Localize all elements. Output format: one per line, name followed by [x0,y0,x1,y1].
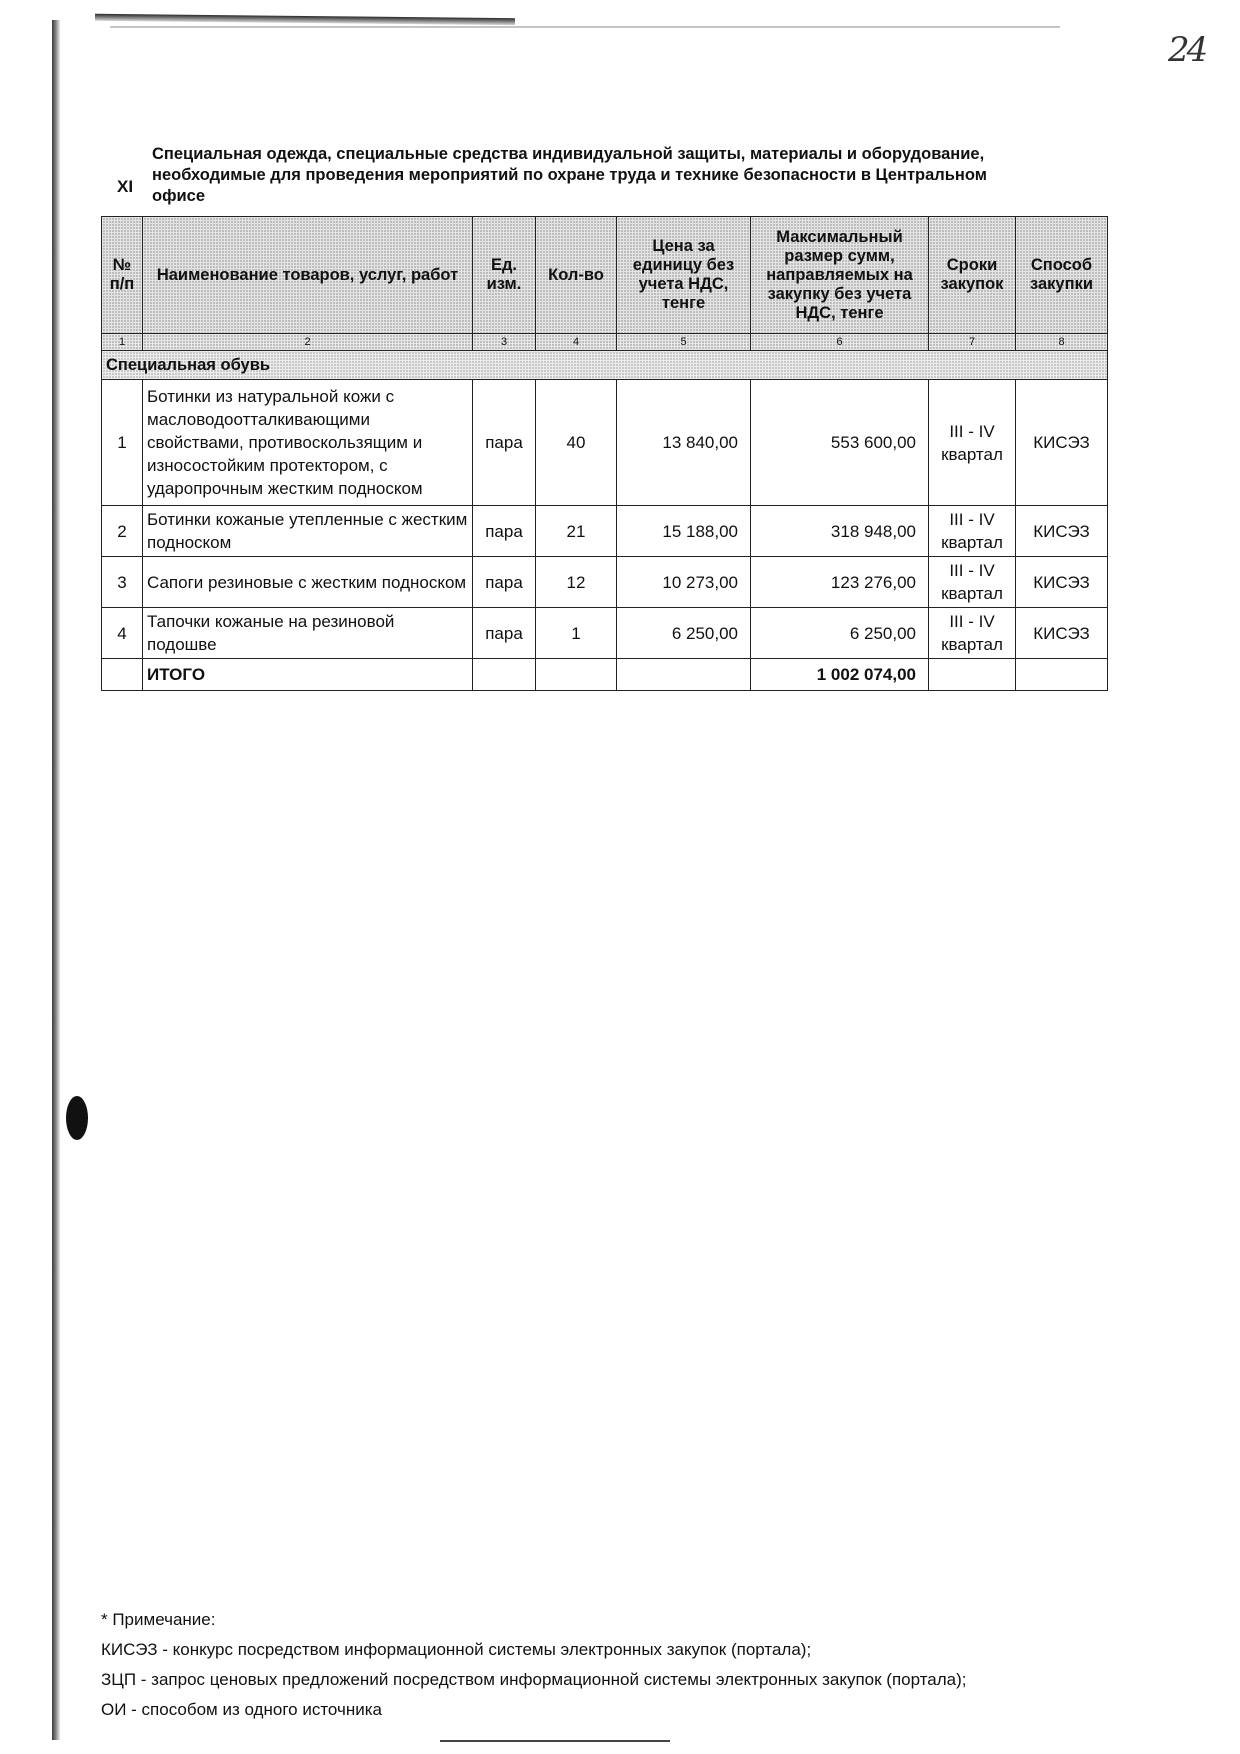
column-number: 6 [751,334,929,351]
header-cell-no: № п/п [102,217,143,334]
footnote-line: КИСЭЗ - конкурс посредством информационной системы электронных закупок (портала); [101,1640,812,1659]
cell-method: КИСЭЗ [1016,380,1108,506]
header-cell-price: Цена за единицу без учета НДС, тенге [617,217,751,334]
category-row [102,351,1108,380]
footnote-line: ОИ - способом из одного источника [101,1700,382,1719]
cell-price: 10 273,00 [617,557,751,608]
cell-period [929,557,1016,608]
header-cell-unit: Ед. изм. [473,217,536,334]
cell-empty [1016,659,1108,691]
period-unit: квартал [941,584,1003,603]
cell-qty: 40 [536,380,617,506]
cell-total: 553 600,00 [751,380,929,506]
header-cell-period: Сроки закупок [929,217,1016,334]
period-range: III - IV [949,561,995,580]
procurement-table [101,216,1108,691]
cell-period [929,380,1016,506]
cell-name: Ботинки кожаные утепленные с жестким подноском [143,506,473,557]
header-cell-total: Максимальный размер сумм, направляемых на закупку без учета НДС, тенге [751,217,929,334]
cell-unit: пара [473,506,536,557]
cell-method: КИСЭЗ [1016,608,1108,659]
column-number: 2 [143,334,473,351]
period-range: III - IV [949,510,995,529]
footnote-heading: * Примечание: [101,1610,216,1629]
column-number: 3 [473,334,536,351]
cell-method: КИСЭЗ [1016,557,1108,608]
cell-name: Тапочки кожаные на резиновой подошве [143,608,473,659]
cell-qty: 12 [536,557,617,608]
cell-empty [473,659,536,691]
cell-empty [536,659,617,691]
cell-name: Ботинки из натуральной кожи с масловодоотталкивающими свойствами, противоскользящим и износостойким протектором, с ударопрочным жестким подноском [143,380,473,506]
table-header-row [102,217,1108,334]
scan-edge-top-line [110,26,1060,28]
cell-no: 3 [102,557,143,608]
cell-method: КИСЭЗ [1016,506,1108,557]
cell-unit: пара [473,557,536,608]
column-number: 8 [1016,334,1108,351]
cell-period [929,506,1016,557]
table-row [102,557,1108,608]
punch-hole [66,1096,88,1140]
header-cell-name: Наименование товаров, услуг, работ [143,217,473,334]
section-title: Специальная одежда, специальные средства индивидуальной защиты, материалы и оборудование, необходимые для проведения мероприятий по охране труда и технике безопасности в Центральном офисе [152,145,987,205]
total-label: ИТОГО [143,659,473,691]
cell-price: 15 188,00 [617,506,751,557]
cell-total: 6 250,00 [751,608,929,659]
cell-unit: пара [473,380,536,506]
column-number: 5 [617,334,751,351]
footnote-line: ЗЦП - запрос ценовых предложений посредством информационной системы электронных закупок (портала); [101,1670,967,1689]
column-number: 1 [102,334,143,351]
period-unit: квартал [941,635,1003,654]
cell-price: 6 250,00 [617,608,751,659]
cell-total: 123 276,00 [751,557,929,608]
table-row [102,506,1108,557]
cell-no: 1 [102,380,143,506]
header-cell-qty: Кол-во [536,217,617,334]
cell-empty [929,659,1016,691]
header-cell-method: Способ закупки [1016,217,1108,334]
cell-price: 13 840,00 [617,380,751,506]
scan-edge-left [52,20,60,1740]
cell-total: 318 948,00 [751,506,929,557]
column-number-row [102,334,1108,351]
footnote [101,1605,967,1725]
scan-edge-top [95,14,515,25]
cell-empty [617,659,751,691]
page-number: 24 [1168,30,1206,70]
cell-qty: 21 [536,506,617,557]
column-number: 4 [536,334,617,351]
cell-empty [102,659,143,691]
period-unit: квартал [941,533,1003,552]
category-label: Специальная обувь [102,351,1108,380]
cell-unit: пара [473,608,536,659]
table-row [102,608,1108,659]
total-row [102,659,1108,691]
period-range: III - IV [949,421,995,441]
cell-no: 2 [102,506,143,557]
cell-period [929,608,1016,659]
scan-bottom-line [440,1740,670,1742]
total-value: 1 002 074,00 [751,659,929,691]
cell-qty: 1 [536,608,617,659]
table-row [102,380,1108,506]
period-range: III - IV [949,612,995,631]
cell-no: 4 [102,608,143,659]
column-number: 7 [929,334,1016,351]
period-unit: квартал [941,444,1003,464]
section-number: XI [117,177,134,196]
cell-name: Сапоги резиновые с жестким подноском [143,557,473,608]
